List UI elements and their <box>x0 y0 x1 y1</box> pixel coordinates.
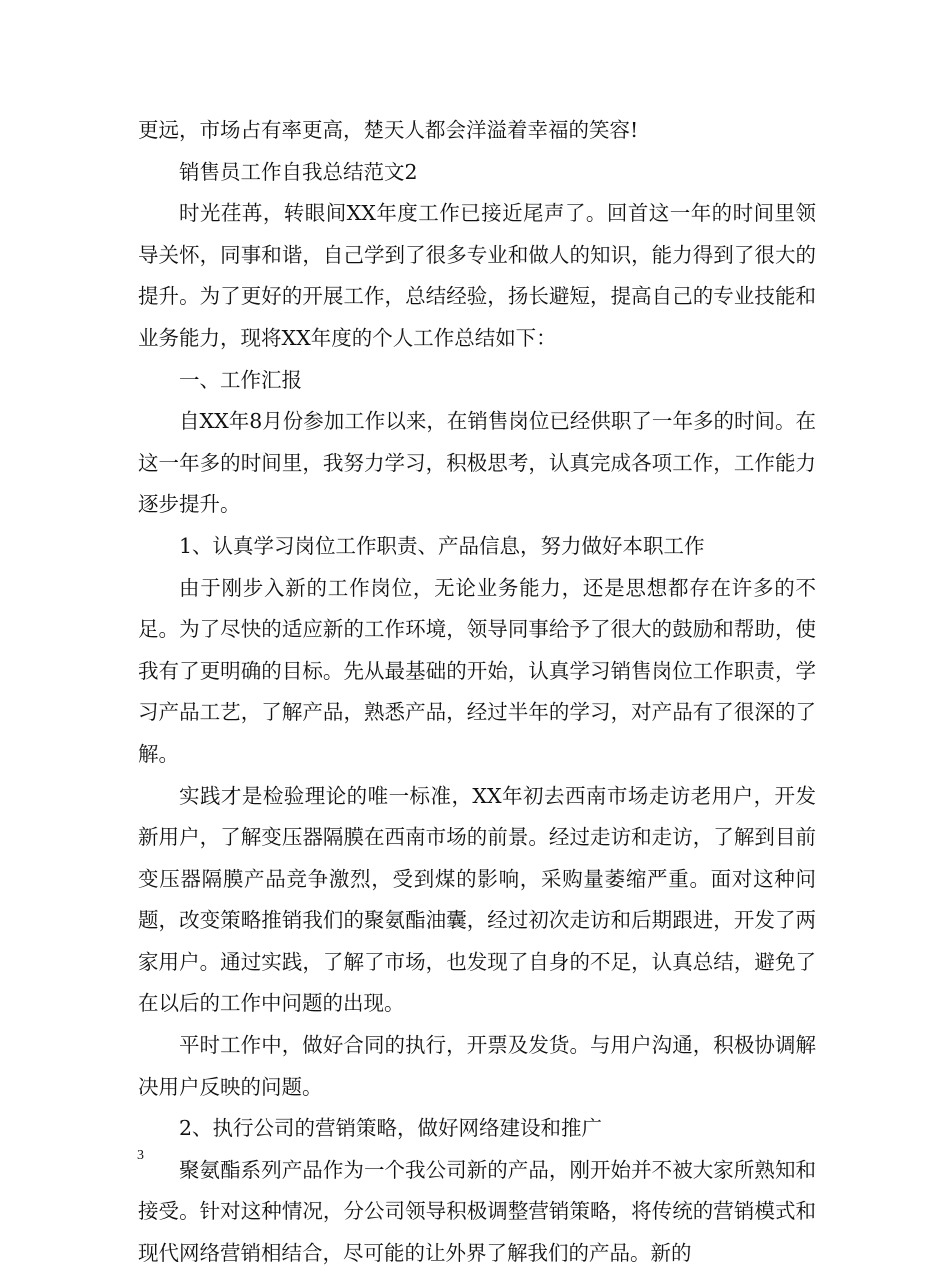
paragraph-practice: 实践才是检验理论的唯一标准，XX年初去西南市场走访老用户，开发新用户，了解变压器隔膜在西南市场的前景。经过走访和走访，了解到目前变压器隔膜产品竞争激烈，受到煤的影响，采购量萎缩严重。面对这种问题，改变策略推销我们的聚氨酯油囊，经过初次走访和后期跟进，开发了两家用户。通过实践，了解了市场，也发现了自身的不足，认真总结，避免了在以后的工作中问题的出现。 <box>138 783 816 1016</box>
subheading-1: 1、认真学习岗位工作职责、产品信息，努力做好本职工作 <box>179 533 705 558</box>
paragraph-continuation: 更远，市场占有率更高，楚天人都会洋溢着幸福的笑容! <box>138 118 639 142</box>
page-number: 3 <box>137 1148 144 1163</box>
heading-work-report: 一、工作汇报 <box>179 367 302 392</box>
paragraph-daily-work: 平时工作中，做好合同的执行，开票及发货。与用户沟通，积极协调解决用户反映的问题。 <box>138 1033 816 1099</box>
paragraph-intro: 时光荏苒，转眼间XX年度工作已接近尾声了。回首这一年的时间里领导关怀，同事和谐，自己学到了很多专业和做人的知识，能力得到了很大的提升。为了更好的开展工作，总结经验，扬长避短，提高自己的专业技能和业务能力，现将XX年度的个人工作总结如下： <box>138 201 816 350</box>
section-title: 销售员工作自我总结范文2 <box>179 159 418 184</box>
paragraph-learning: 由于刚步入新的工作岗位，无论业务能力，还是思想都存在许多的不足。为了尽快的适应新的工作环境，领导同事给予了很大的鼓励和帮助，使我有了更明确的目标。先从最基础的开始，认真学习销售岗位工作职责，学习产品工艺，了解产品，熟悉产品，经过半年的学习，对产品有了很深的了解。 <box>138 575 816 766</box>
document-body <box>138 110 816 1275</box>
paragraph-marketing: 聚氨酯系列产品作为一个我公司新的产品，刚开始并不被大家所熟知和接受。针对这种情况，分公司领导积极调整营销策略，将传统的营销模式和现代网络营销相结合，尽可能的让外界了解我们的产品。新的 <box>138 1157 816 1266</box>
subheading-2: 2、执行公司的营销策略，做好网络建设和推广 <box>179 1116 603 1141</box>
paragraph-work-summary: 自XX年8月份参加工作以来，在销售岗位已经供职了一年多的时间。在这一年多的时间里，我努力学习，积极思考，认真完成各项工作，工作能力逐步提升。 <box>138 409 816 517</box>
